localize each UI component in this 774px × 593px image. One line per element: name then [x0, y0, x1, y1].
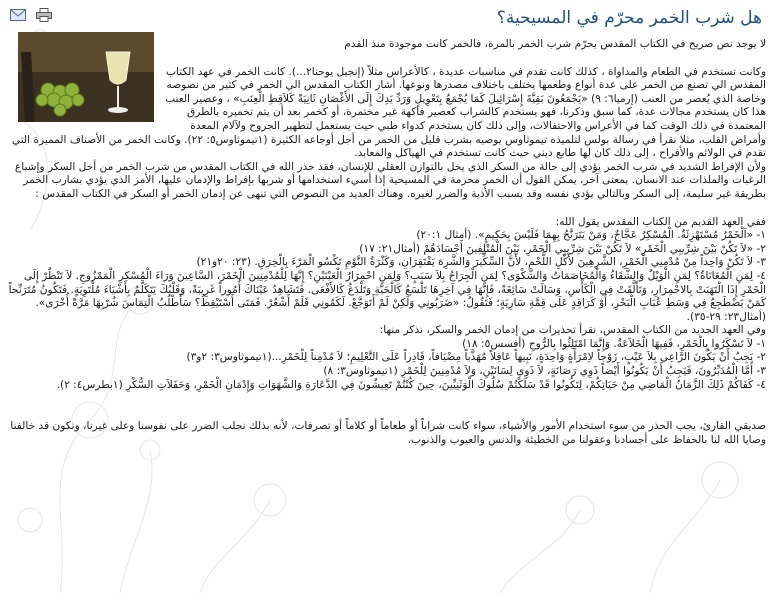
ot-verse-3: ٣- لاَ تَكُنْ وَاحِداً مِنْ مُدْمِنِي الْخَمْرِ، الشَّرِهِينَ لأَكْلِ اللَّحْمِ، لأَنَّ السِّكِّيرَ وَالشَّرِهَ يَفْتَقِرَانِ، وَكَثْرَةُ النَّوْمِ تَكْسُو الْمَرْءَ بِالْخِرَقِ. (٢٣: ٢٠و٢١)	[196, 256, 766, 269]
print-icon[interactable]	[36, 8, 52, 22]
wine-grapes-image	[18, 32, 154, 122]
paragraph-1: لا يوجد نص صريح في الكتاب المقدس يحرّم شرب الخمر بالمرة، فالخمر كانت موجودة منذ القدم	[344, 38, 766, 50]
closing-paragraph: صديقي القارئ، يجب الحذر من سوء استخدام الأمور والأشياء، سواء كانت شراباً أو طعاماً أو كلاماً أو تصرفات، لأنه بذلك نجلب الضرر على نفوسنا وعلى غيرنا، ونكون قد خالفنا وصايا الله لنا بالحفاظ على أجسادنا وعقولنا من الخطيئة والدنس والعيوب والذنوب.	[10, 420, 766, 446]
old-testament-intro: ففي العهد القديم من الكتاب المقدس يقول الله:	[555, 215, 766, 228]
article-body	[8, 38, 766, 593]
email-icon[interactable]	[10, 8, 26, 22]
article-toolbar	[10, 8, 52, 22]
nt-verse-1: ١- لاَ تَسْكَرُوا بِالْخَمْرِ، فَفِيهَا الْخَلاَعَةُ. وَإِنَّمَا امْتَلِئُوا بِالرُّوحِ (أفسس٥: ١٨)	[462, 337, 766, 350]
new-testament-intro: وفي العهد الجديد من الكتاب المقدس، نقرأ تحذيرات من إدمان الخمر والسكر، نذكر منها:	[379, 324, 766, 337]
nt-verse-4: ٤- كَفَاكُمْ ذَلِكَ الزَّمَانُ الْمَاضِي مِنْ حَيَاتِكُمْ، لِتَكُونُوا قَدْ سَلَكْتُمْ سُلُوكَ الْوَثَنِيِّينَ، حِينَ كُنْتُمْ تَعِيشُونَ فِي الدَّعَارَةِ وَالشَّهَوَاتِ وَإِدْمَانِ الْخَمْرِ، وَحَفَلاَتِ السُّكْرِ (١بطرس٤: ٢).	[56, 378, 766, 391]
paragraph-3: ولأن الإفراط الشديد في شرب الخمر يؤدي إلى حالة من السكر الذي يخل بالتوازن العقلي للإنسان، فقد حذر الله في الكتاب المقدس من شرب الخمر من أجل السكر وإشباع الرغبات والملذات عند الانسان. بمعنى آخر، يمكن القول أن الخمر محرمة في المسيحية إذا أسيء استخدامها أو شربها بإفراط والإدمان عليها، الأمر الذي يؤدي بشارب الخمر بطريقة غير سليمة، إلى السكر وبالتالي يؤدي نفسه وقد يسبب الأذية والضرر لغيره. وهناك العديد من النصوص التي تنهى عن إدمان الخمر أو السكر في الكتاب المقدس :	[14, 160, 766, 200]
ot-verse-2: ٢- «لاَ تَكُنْ بَيْنَ شِرِّيبِي الْخَمْرِ» لاَ تَكُنْ بَيْنَ شِرِّيبِي الْخَمْرِ، بَيْنَ الْمُتْلِفِينَ أَجْسَادَهُمْ (أمثال٢١: ١٧)	[359, 242, 766, 255]
nt-verse-3: ٣- أَمَّا الْمُدَبِّرُونَ، فَيَجِبُ أَنْ يَكُونُوا أَيْضاً ذَوِي رَصَانَةٍ، لاَ ذَوِي لِسَانَيْنِ، وَلاَ مُدْمِنِينَ لِلْخَمْرِ (١تيموثاوس٣: ٨)	[323, 365, 766, 378]
ot-verse-4: ٤- لِمَنِ الْمُعَانَاةُ؟ لِمَنِ الْوَيْلُ وَالشَّقَاءُ وَالْمُخَاصَمَاتُ وَالشَّكْوَى؟ لِمَنِ الْجِرَاحُ بِلاَ سَبَبٍ؟ وَلِمَنِ احْمِرَارُ الْعَيْنَيْنِ؟ إِنَّهَا لِلْمُدْمِنِينَ الْخَمْرَ، السَّاعِينَ وَرَاءَ الْمُسْكِرِ الْمَمْزُوجِ. لاَ تَنْظُرْ إِلَى الْخَمْرِ إِذَا الْتَهَبَتْ بِالاحْمِرَارِ، وَتَأَلَّقَتْ فِي الْكَأْسِ، وَسَالَتْ سَائِغَةً، فَإِنَّهَا فِي آخِرِهَا تَلْسَعُ كَالْحَيَّةِ وَتَلْدَغُ كَالأَفْعَى. فَتَشَاهِدُ عَيْنَاكَ أُمُوراً غَرِيبَةً، وَقَلْبُكَ يَتَكَلَّمُ بِأَشْيَاءَ مُلْتَوِيَةٍ. فَتَكُونُ مُتَرَنِّحاً كَمَنْ يَضْطَجِعُ فِي وَسَطِ عُبَابِ الْبَحْرِ، أَوْ كَرَاقِدٍ عَلَى قِمَّةِ سَارِيَةٍ؛ فَتَقُولُ: «ضَرَبُونِي وَلَكِنْ لَمْ أَتَوَجَّعْ. لَكَمُونِي فَلَمْ أَشْعُرْ. فَمَتَى أَسْتَيْقِظُ؟ سَأَطْلُبُ الْتِمَاسَ شُرْبِهَا مَرَّةً أُخْرَى». (أمثال٢٣: ٢٩-٣٥).	[8, 269, 766, 323]
ot-verse-1: ١- «اَلْخَمْرُ مُسْتَهْزِئَةٌ. الْمُسْكِرُ عَجَّاجٌ، وَمَنْ يَتَرَنَّحُ بِهِمَا فَلَيْسَ بِحَكِيمٍ». (أمثال ٢٠:١)	[416, 229, 766, 242]
nt-verse-2: ٢- يَجِبُ أَنْ يَكُونَ الرَّاعِي بِلاَ عَيْبٍ، زَوْجاً لاِمْرَأَةٍ وَاحِدَةٍ، نَبِيهاً عَاقِلاً مُهَذَّباً مِضْيَافاً، قَادِراً عَلَى التَّعْلِيمِ؛ لاَ مُدْمِناً لِلْخَمْرِ...(١تيموثاوس٣: ٢و٣)	[186, 351, 766, 364]
paragraph-2: وكانت تستخدم في الطعام والمداواة ، كذلك كانت تقدم في مناسبات عديدة ، كالأعراس مثلاً (إنجيل يوحنا٢...). كانت الخمر في عهد الكتاب المقدس الي تصنع من الخمر على عدة أنواع وطعمها يختلف باختلاف مصدرها ونوعها. أشار الكتاب المقدس الي الخمر في كثير من نصوصه وخاصة الذي يُعصر من العنب (إرميا٦: ٩) «يَجْمَعُونَ بَقِيَّةَ إِسْرَائِيلَ كَمَا يُجْمَعُ بِتَعْوِيلٍ وَرَدِّ يَدِكَ إِلَى الأَغْصَانِ ثَانِيَةً كَلاَقِطِ الْعِنَبِ» ، وعصير العنب هذا كان يستخدم مجالات عدة، كما سبق وذكرنا، فهو يستخدم كالشراب كعصير فاكهة غير مختمرة، أو كخمر بعد أن يتم تخميره بالطرق المعتمدة في ذلك الوقت كما في الأعراس والاحتفالات، وإلى ذلك كان يستخدم كدواء طبي حيث يستعمل لتطهير الجروح ولآلام المعدة وأمراض القلب، مثلا نقرأ في رسالة بولس لتلميذه تيموثاوس يوصيه بشرب قليل من الخمر من أجل أوجاعه الكثيرة (١تيموثاوس٥: ٢٢). وكانت الخمر من الأصناف المميزة التي تقدم في الولائم والأفراح ، إلى ذلك كان لها طابع ديني حيث كانت تستخدم في الهياكل والمعابد.	[11, 65, 766, 160]
page-title: هل شرب الخمر محرّم في المسيحية؟	[496, 8, 762, 28]
